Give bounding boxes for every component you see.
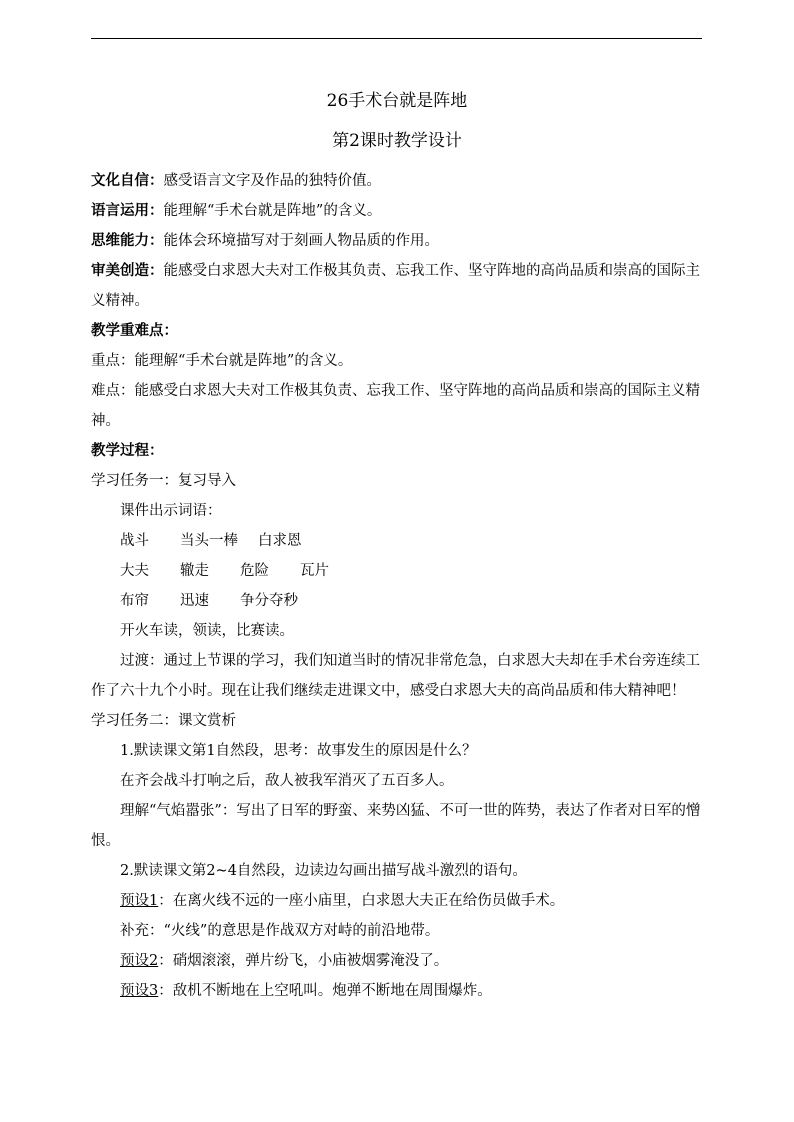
- preset-2: [91, 946, 702, 976]
- preset-text: ：硝烟滚滚，弹片纷飞，小庙被烟雾淹没了。: [158, 953, 449, 969]
- goal-label: 思维能力：: [91, 232, 164, 249]
- word: 当头一棒: [180, 533, 238, 549]
- word: 迅速: [180, 593, 209, 609]
- lesson-title: 26手术台就是阵地: [326, 91, 468, 111]
- preset-label: 预设2: [120, 953, 159, 969]
- task2-question-1: 1.默读课文第1自然段，思考：故事发生的原因是什么？: [120, 743, 477, 759]
- key-point: 重点：能理解“手术台就是阵地”的含义。: [91, 353, 353, 369]
- header-rule: [91, 38, 702, 39]
- word: 辙走: [180, 563, 209, 579]
- task1-intro: 课件出示词语：: [120, 503, 222, 519]
- task1-transition: 过渡：通过上节课的学习，我们知道当时的情况非常危急，白求恩大夫却在手术台旁连续工作了六十九个小时。现在让我们继续走进课文中，感受白求恩大夫的高尚品质和伟大精神吧！: [91, 653, 700, 699]
- word: 布帘: [120, 593, 149, 609]
- goal-label: 语言运用：: [91, 202, 164, 219]
- lesson-subtitle: 第2课时教学设计: [332, 131, 462, 151]
- task2-title: 学习任务二：课文赏析: [91, 713, 236, 729]
- word-row-3: [91, 586, 702, 616]
- goal-text: 能体会环境描写对于刻画人物品质的作用。: [163, 233, 439, 249]
- task2-explanation: 理解“气焰嚣张”：写出了日军的野蛮、来势凶猛、不可一世的阵势，表达了作者对日军的憎恨。: [91, 803, 701, 849]
- preset-text: ：在离火线不远的一座小庙里，白求恩大夫正在给伤员做手术。: [158, 893, 565, 909]
- word: 危险: [240, 563, 269, 579]
- preset-1: [91, 886, 702, 916]
- task2-answer-1: 在齐会战斗打响之后，敌人被我军消灭了五百多人。: [120, 773, 454, 789]
- word: 瓦片: [300, 563, 329, 579]
- key-points-heading: 教学重难点：: [91, 322, 178, 339]
- word-row-2: [91, 556, 702, 586]
- goal-text: 感受语言文字及作品的独特价值。: [163, 173, 381, 189]
- task1-activity: 开火车读，领读，比赛读。: [120, 623, 294, 639]
- preset-3: [91, 976, 702, 1006]
- goal-label: 文化自信：: [91, 172, 164, 189]
- goal-culture: [91, 166, 702, 196]
- process-heading: 教学过程：: [91, 442, 164, 459]
- goal-text: 能感受白求恩大夫对工作极其负责、忘我工作、坚守阵地的高尚品质和崇高的国际主义精神。: [91, 263, 700, 309]
- word: 大夫: [120, 563, 149, 579]
- supplement: 补充：“火线”的意思是作战双方对峙的前沿地带。: [120, 923, 440, 939]
- goal-aesthetic: [91, 256, 702, 316]
- preset-label: 预设3: [120, 983, 159, 999]
- word-row-1: [91, 526, 702, 556]
- preset-label: 预设1: [120, 893, 159, 909]
- goal-label: 审美创造：: [91, 262, 164, 279]
- goal-language: [91, 196, 702, 226]
- word: 战斗: [120, 533, 149, 549]
- word: 白求恩: [258, 533, 302, 549]
- preset-text: ：敌机不断地在上空吼叫。炮弹不断地在周围爆炸。: [158, 983, 492, 999]
- task1-title: 学习任务一：复习导入: [91, 473, 236, 489]
- goal-thinking: [91, 226, 702, 256]
- goal-text: 能理解“手术台就是阵地”的含义。: [163, 203, 382, 219]
- word: 争分夺秒: [240, 593, 298, 609]
- difficult-point: 难点：能感受白求恩大夫对工作极其负责、忘我工作、坚守阵地的高尚品质和崇高的国际主义精神。: [91, 383, 700, 429]
- task2-question-2: 2.默读课文第2~4自然段，边读边勾画出描写战斗激烈的语句。: [120, 863, 527, 879]
- document-body: [91, 166, 702, 1006]
